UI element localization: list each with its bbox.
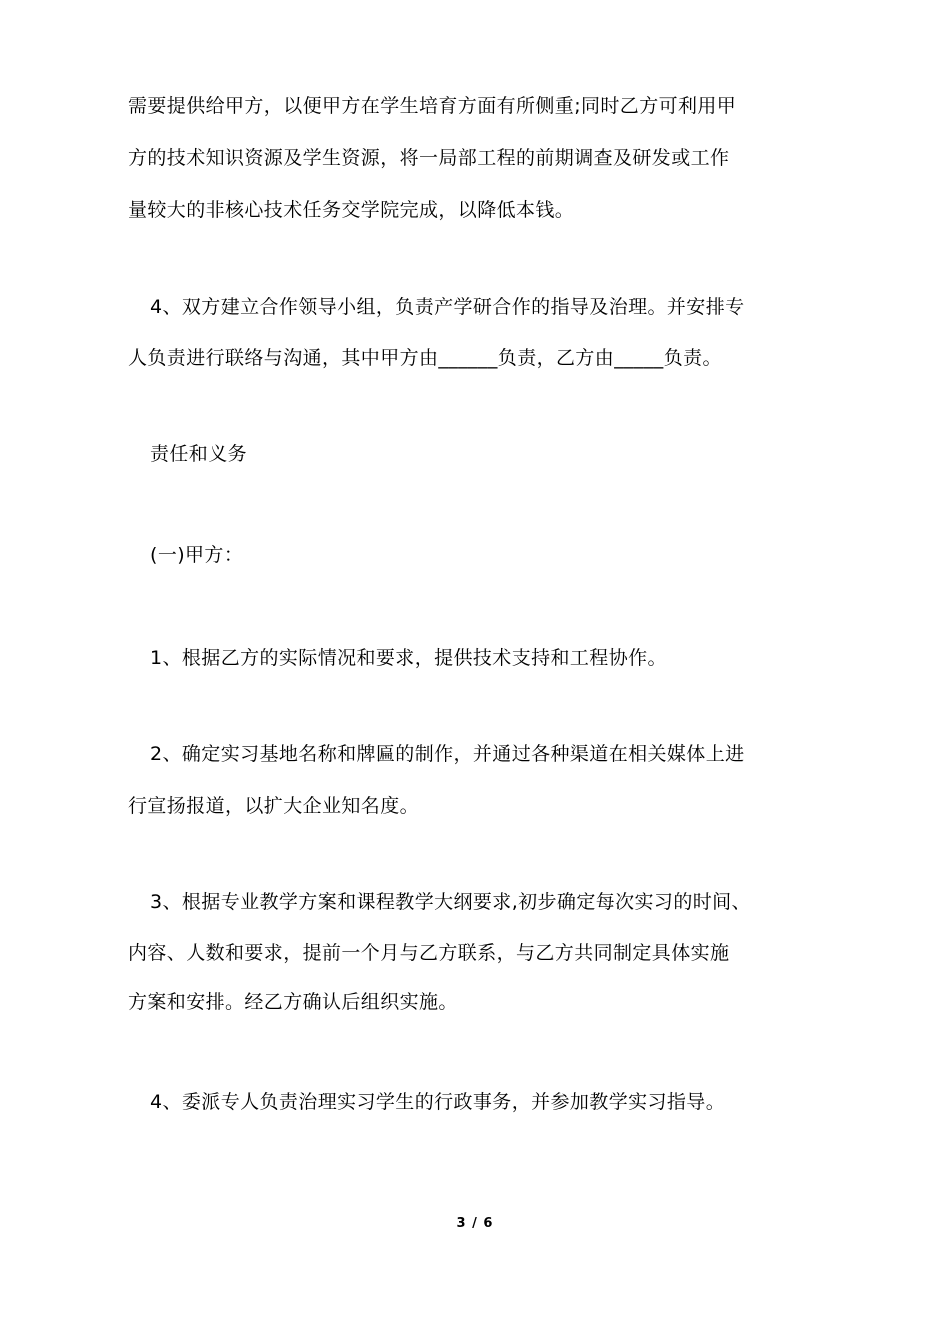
item-2-line-1: 2、确定实习基地名称和牌匾的制作，并通过各种渠道在相关媒体上进 xyxy=(150,743,745,765)
paragraph-2-line-2: 人负责进行联络与沟通，其中甲方由______负责，乙方由_____负责。 xyxy=(128,347,722,369)
paragraph-1-line-2: 方的技术知识资源及学生资源，将一局部工程的前期调查及研发或工作 xyxy=(128,147,730,169)
paragraph-1-line-3: 量较大的非核心技术任务交学院完成，以降低本钱。 xyxy=(128,199,575,221)
item-3-line-1: 3、根据专业教学方案和课程教学大纲要求,初步确定每次实习的时间、 xyxy=(150,891,751,913)
sub-heading-party-a: (一)甲方： xyxy=(150,544,244,566)
item-1: 1、根据乙方的实际情况和要求，提供技术支持和工程协作。 xyxy=(150,647,667,669)
paragraph-2-line-1: 4、双方建立合作领导小组，负责产学研合作的指导及治理。并安排专 xyxy=(150,296,745,318)
item-2-line-2: 行宣扬报道，以扩大企业知名度。 xyxy=(128,795,420,817)
item-3-line-3: 方案和安排。经乙方确认后组织实施。 xyxy=(128,991,458,1013)
item-4: 4、委派专人负责治理实习学生的行政事务，并参加教学实习指导。 xyxy=(150,1091,726,1113)
section-heading: 责任和义务 xyxy=(150,443,248,465)
paragraph-1-line-1: 需要提供给甲方，以便甲方在学生培育方面有所侧重;同时乙方可利用甲 xyxy=(128,95,737,117)
item-3-line-2: 内容、人数和要求，提前一个月与乙方联系，与乙方共同制定具体实施 xyxy=(128,942,730,964)
page-number: 3 / 6 xyxy=(456,1216,494,1231)
